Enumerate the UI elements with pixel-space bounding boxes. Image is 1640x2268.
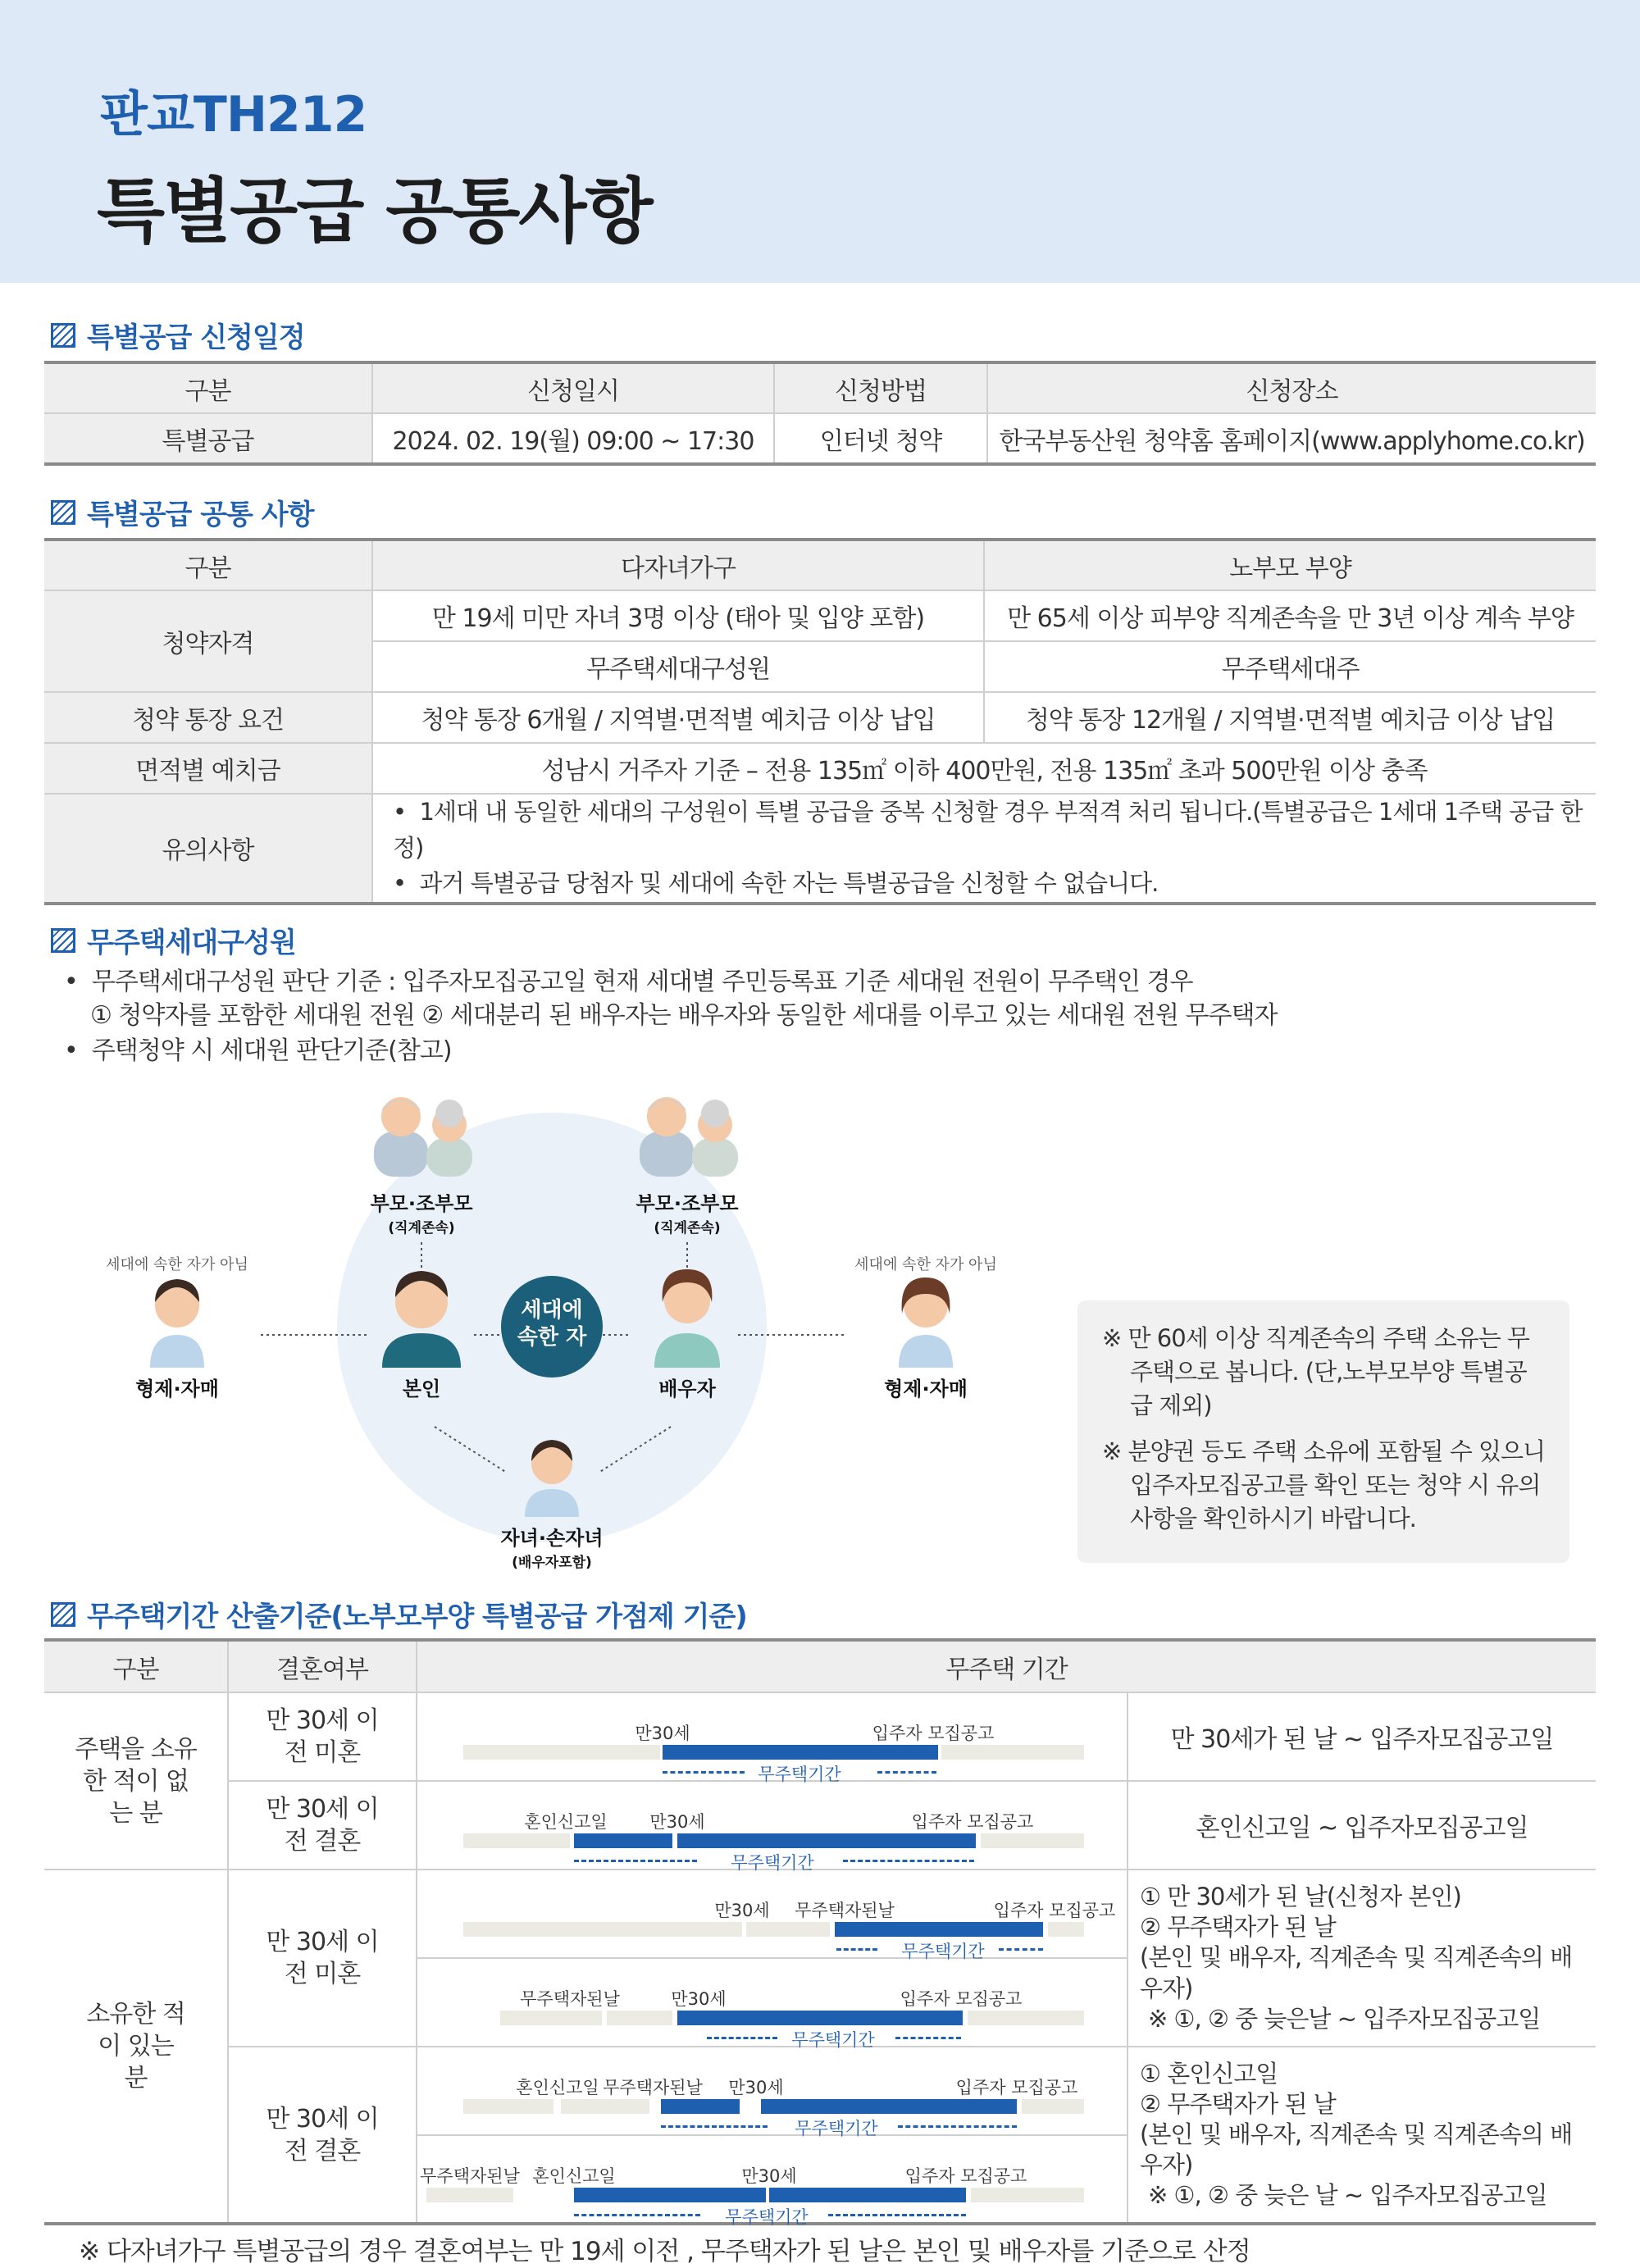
label-sibling-left: 형제·자매 [135,1378,219,1400]
label-announce: 입주자 모집공고 [900,1989,1023,2009]
period-desc: ① 만 30세가 된 날(신청자 본인) ② 무주택자가 된 날 (본인 및 배우자, 직계존속 및 직계존속의 배우자) ※ ①, ② 중 늦은날 ~ 입주자모집공고일 [1128,1870,1596,2047]
label-period: 무주택기간 [725,2207,809,2227]
label-parents-left: 부모·조부모 (직계존속) [370,1192,473,1236]
row-label: 특별공급 [44,413,372,464]
period-dashes [707,2037,777,2039]
page-subtitle: 판교TH212 [100,86,367,143]
parents-left-icon [374,1097,472,1177]
timeline-bar [500,2011,602,2025]
timeline-bar [561,2099,649,2114]
timeline-bar [661,2099,740,2114]
header-banner [0,0,1640,283]
timeline-bar [835,1922,1043,1937]
label-period: 무주택기간 [901,1942,985,1961]
timeline-bar [426,2188,513,2202]
bullet-text: • 주택청약 시 세대원 판단기준(참고) [64,1036,452,1065]
label-children: 자녀·손자녀 (배우자포함) [500,1527,604,1571]
cell: 무주택세대구성원 [372,641,984,692]
row-label-owned: 소유한 적이 있는 분 [44,1870,228,2224]
period-dashes [663,1771,745,1774]
cell: 청약 통장 6개월 / 지역별·면적별 예치금 이상 납입 [372,692,984,743]
marital-status: 만 30세 이전 결혼 [228,2047,417,2224]
label-announce: 입주자 모집공고 [872,1724,995,1743]
section-icon [51,500,75,525]
timeline-bar [663,1745,938,1760]
period-desc: 만 30세가 된 날 ~ 입주자모집공고일 [1128,1692,1596,1781]
label-age30: 만30세 [671,1989,727,2009]
common-table [44,538,1596,905]
label-announce: 입주자 모집공고 [904,2166,1027,2186]
period-desc: 혼인신고일 ~ 입주자모집공고일 [1128,1781,1596,1870]
schedule-method: 인터넷 청약 [774,413,987,464]
section-title-period: 무주택기간 산출기준(노부모부양 특별공급 가점제 기준) [51,1594,747,1634]
timeline-bar [941,1745,1084,1760]
bullet-subtext: ① 청약자를 포함한 세대원 전원 ② 세대분리 된 배우자는 배우자와 동일한 세대를 이루고 있는 세대원 전원 무주택자 [90,1001,1278,1030]
cell: 청약 통장 12개월 / 지역별·면적별 예치금 이상 납입 [984,692,1596,743]
col-header: 다자녀가구 [372,540,984,590]
center-label: 세대에 속한 자 [517,1298,587,1350]
row-label: 면적별 예치금 [44,743,372,794]
label-self: 본인 [402,1378,441,1400]
label-homeless: 무주택자된날 [520,1989,620,2009]
timeline-bar [574,2188,766,2202]
notes-cell [372,794,1596,904]
label-marriage: 혼인신고일 [516,2078,599,2097]
label-period: 무주택기간 [795,2119,878,2138]
timeline-bar [746,1922,830,1937]
label-not-member-left: 세대에 속한 자가 아님 [106,1256,248,1273]
timeline-bar [463,1833,570,1848]
label-period: 무주택기간 [731,1853,814,1873]
section-title-schedule: 특별공급 신청일정 [51,315,305,355]
label-age30: 만30세 [649,1812,705,1832]
household-note-box [1077,1300,1569,1563]
label-announce: 입주자 모집공고 [955,2078,1078,2097]
label-homeless: 무주택자된날 [795,1901,895,1920]
timeline-bar [761,2099,1017,2114]
row-label: 청약자격 [44,590,372,692]
timeline-bar [1048,1922,1084,1937]
period-dashes [843,1860,974,1862]
label-not-member-right: 세대에 속한 자가 아님 [854,1256,997,1273]
col-header: 구분 [44,540,372,590]
label-period: 무주택기간 [791,2030,875,2050]
section-title-household: 무주택세대구성원 [51,920,296,960]
label-marriage: 혼인신고일 [532,2166,616,2186]
label-parents-right: 부모·조부모 (직계존속) [636,1192,739,1236]
period-dashes [895,2037,961,2039]
note-item: • 1세대 내 동일한 세대의 구성원이 특별 공급을 중복 신청할 경우 부적격 처리 됩니다.(특별공급은 1세대 1주택 공급 한정) [393,798,1583,862]
cell: 만 19세 미만 자녀 3명 이상 (태아 및 입양 포함) [372,590,984,641]
row-label: 유의사항 [44,794,372,904]
timeline-bar [574,1833,672,1848]
household-diagram [0,1082,1066,1574]
label-homeless: 무주택자된날 [420,2166,520,2186]
parents-right-icon [640,1097,738,1177]
timeline-bar [971,2188,1084,2202]
label-announce: 입주자 모집공고 [911,1812,1034,1832]
label-announce: 입주자 모집공고 [993,1901,1116,1920]
timeline-bar [463,2099,554,2114]
label-homeless: 무주택자된날 [603,2078,703,2097]
row-label-never-owned: 주택을 소유한 적이 없는 분 [44,1692,228,1870]
cell: 무주택세대주 [984,641,1596,692]
schedule-date: 2024. 02. 19(월) 09:00 ~ 17:30 [372,413,774,464]
timeline-bar [769,2188,966,2202]
col-header: 신청방법 [774,362,987,413]
schedule-table [44,361,1596,466]
sibling-right-icon [899,1277,953,1368]
period-dashes [574,2214,700,2216]
cell: 성남시 거주자 기준 – 전용 135㎡ 이하 400만원, 전용 135㎡ 초과 500만원 이상 충족 [372,743,1596,794]
timeline-bar [968,2011,1084,2025]
section-icon [51,323,75,348]
timeline-bar [1022,2099,1084,2114]
marital-status: 만 30세 이전 미혼 [228,1870,417,2047]
bullet-text: • 무주택세대구성원 판단 기준 : 입주자모집공고일 현재 세대별 주민등록표 기준 세대원 전원이 무주택인 경우 [64,968,1193,996]
period-dashes [877,1771,936,1774]
marital-status: 만 30세 이전 미혼 [228,1692,417,1781]
label-period: 무주택기간 [758,1765,841,1784]
col-header: 결혼여부 [228,1640,417,1692]
label-sibling-right: 형제·자매 [884,1378,968,1400]
note-item: ※ 분양권 등도 주택 소유에 포함될 수 있으니 입주자모집공고를 확인 또는 청약 시 유의사항을 확인하시기 바랍니다. [1102,1437,1546,1532]
page-title: 특별공급 공통사항 [97,171,652,253]
label-age30: 만30세 [714,1901,770,1920]
col-header: 노부모 부양 [984,540,1596,590]
timeline-bar [463,1745,660,1760]
col-header: 구분 [44,362,372,413]
label-age30: 만30세 [635,1724,690,1743]
period-desc: ① 혼인신고일 ② 무주택자가 된 날 (본인 및 배우자, 직계존속 및 직계존속의 배우자) ※ ①, ② 중 늦은 날 ~ 입주자모집공고일 [1128,2047,1596,2224]
cell: 만 65세 이상 피부양 직계존속을 만 3년 이상 계속 부양 [984,590,1596,641]
footnote: ※ 다자녀가구 특별공급의 경우 결혼여부는 만 19세 이전 , 무주택자가 된 날은 본인 및 배우자를 기준으로 산정 [79,2237,1250,2266]
col-header: 신청장소 [987,362,1596,413]
section-icon [51,1602,75,1627]
section-title-common: 특별공급 공통 사항 [51,492,313,532]
timeline-bar [677,1833,976,1848]
col-header: 무주택 기간 [417,1640,1596,1692]
label-marriage: 혼인신고일 [524,1812,608,1832]
period-dashes [836,1948,877,1951]
col-header: 신청일시 [372,362,774,413]
row-label: 청약 통장 요건 [44,692,372,743]
sibling-left-icon [150,1279,204,1368]
period-dashes [574,1860,697,1862]
period-dashes [661,2125,768,2128]
section-icon [51,928,75,953]
schedule-place: 한국부동산원 청약홈 홈페이지(www.applyhome.co.kr) [987,413,1596,464]
label-age30: 만30세 [741,2166,797,2186]
col-header: 구분 [44,1640,228,1692]
marital-status: 만 30세 이전 결혼 [228,1781,417,1870]
period-dashes [999,1948,1043,1951]
timeline-bar [463,1922,742,1937]
note-item: • 과거 특별공급 당첨자 및 세대에 속한 자는 특별공급을 신청할 수 없습니다. [393,869,1159,897]
period-dashes [898,2125,1017,2128]
label-spouse: 배우자 [658,1378,716,1400]
timeline-bar [677,2011,963,2025]
note-item: ※ 만 60세 이상 직계존속의 주택 소유는 무주택으로 봅니다. (단,노부모부양 특별공급 제외) [1102,1324,1529,1420]
timeline-bar [607,2011,672,2025]
period-dashes [828,2214,966,2216]
label-age30: 만30세 [728,2078,784,2097]
timeline-bar [981,1833,1084,1848]
